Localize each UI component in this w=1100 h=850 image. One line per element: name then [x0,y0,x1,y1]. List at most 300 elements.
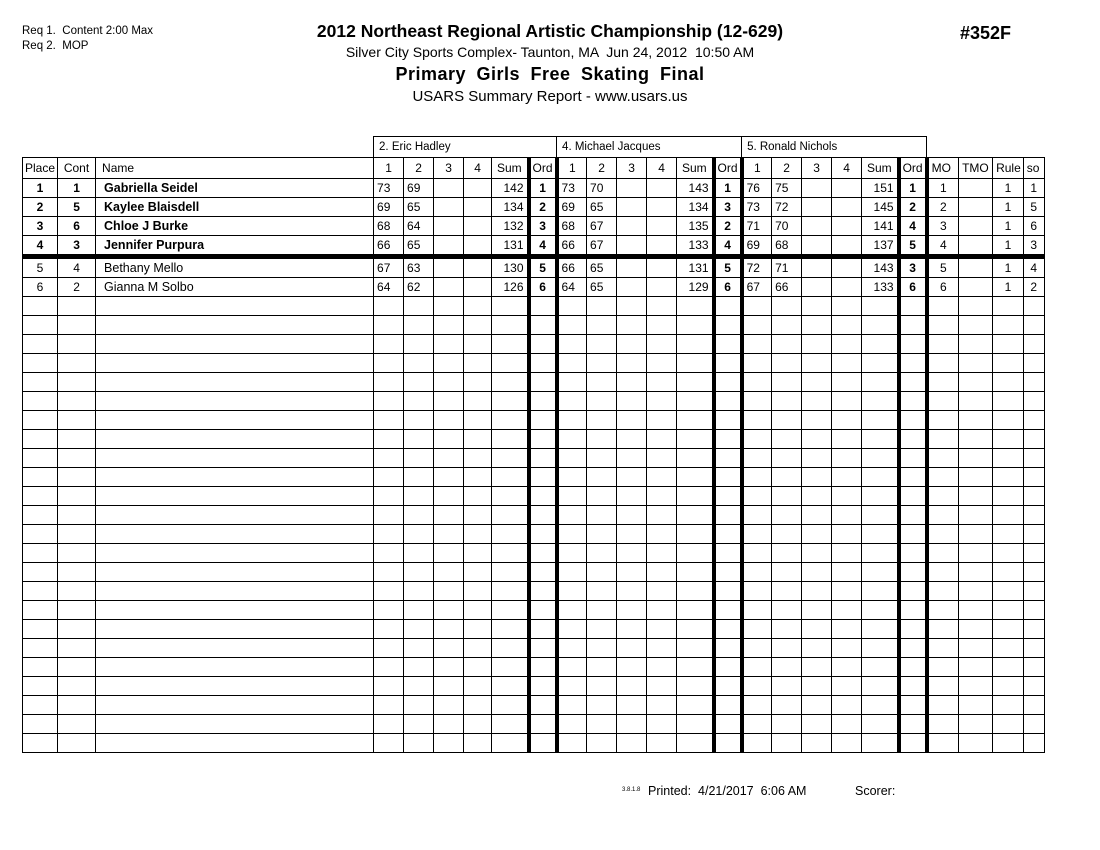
ord-cell: 2 [714,217,742,236]
sum-cell [862,449,899,468]
score-cell: 73 [557,179,587,198]
sum-cell [862,601,899,620]
score-cell [772,620,802,639]
empty-row [23,316,1045,335]
tmo-cell [959,316,993,335]
sum-cell: 133 [862,278,899,297]
tmo-cell [959,525,993,544]
ord-cell [529,544,557,563]
score-cell [587,696,617,715]
name-cell [96,639,374,658]
score-cell: 65 [404,236,434,257]
judge-row-left-spacer [23,137,374,158]
score-cell [404,373,434,392]
score-cell [434,217,464,236]
sum-cell [677,335,714,354]
score-cell [434,278,464,297]
tmo-cell [959,468,993,487]
score-cell [464,506,492,525]
score-cell [587,354,617,373]
name-cell [96,582,374,601]
score-cell [464,734,492,753]
so-cell [1023,487,1044,506]
score-cell: 76 [742,179,772,198]
score-cell [742,563,772,582]
ord-cell [714,335,742,354]
score-cell [742,544,772,563]
place-cell [23,373,58,392]
score-cell [587,734,617,753]
mo-cell [927,373,959,392]
score-cell [647,278,677,297]
score-cell [802,544,832,563]
rule-cell [993,696,1024,715]
name-cell [96,354,374,373]
sum-cell [862,525,899,544]
col-header-sum: Sum [862,158,899,179]
col-header-mark-4: 4 [464,158,492,179]
col-header-tmo: TMO [959,158,993,179]
sum-cell [677,563,714,582]
ord-cell [529,734,557,753]
so-cell [1023,677,1044,696]
place-cell [23,411,58,430]
place-cell [23,525,58,544]
name-cell [96,734,374,753]
ord-cell [899,715,927,734]
ord-cell [714,411,742,430]
score-cell [404,487,434,506]
so-cell [1023,411,1044,430]
score-cell [742,373,772,392]
cont-cell [58,734,96,753]
ord-cell [529,297,557,316]
sum-cell [677,544,714,563]
score-cell [374,696,404,715]
ord-cell [899,620,927,639]
score-cell [464,257,492,278]
place-cell: 3 [23,217,58,236]
ord-cell: 2 [529,198,557,217]
score-cell [742,525,772,544]
col-header-name: Name [96,158,374,179]
sum-cell [862,297,899,316]
empty-row [23,582,1045,601]
sum-cell [492,658,529,677]
rule-cell [993,411,1024,430]
ord-cell [714,601,742,620]
so-cell [1023,335,1044,354]
sum-cell [677,582,714,601]
score-cell [374,563,404,582]
sum-cell: 141 [862,217,899,236]
score-cell [587,449,617,468]
table-row [23,257,1045,278]
cont-cell [58,297,96,316]
cont-cell [58,468,96,487]
ord-cell [714,582,742,601]
rule-cell [993,354,1024,373]
mo-cell: 6 [927,278,959,297]
score-cell [772,449,802,468]
ord-cell [714,658,742,677]
cont-cell: 6 [58,217,96,236]
so-cell [1023,430,1044,449]
score-cell [772,297,802,316]
score-cell [374,715,404,734]
score-cell [617,696,647,715]
score-cell: 67 [587,217,617,236]
score-cell [772,734,802,753]
so-cell: 1 [1023,179,1044,198]
sum-cell [862,487,899,506]
score-cell [802,335,832,354]
score-cell [404,316,434,335]
name-cell [96,297,374,316]
score-cell [772,468,802,487]
score-cell [742,677,772,696]
score-cell [434,198,464,217]
cont-cell [58,354,96,373]
sum-cell [862,468,899,487]
score-cell [742,582,772,601]
score-cell [742,449,772,468]
score-cell [557,639,587,658]
ord-cell [714,620,742,639]
score-cell: 71 [772,257,802,278]
sum-cell: 134 [492,198,529,217]
score-cell [742,430,772,449]
score-cell [464,373,492,392]
score-cell [832,677,862,696]
score-cell [832,563,862,582]
score-cell [617,506,647,525]
score-cell [404,620,434,639]
name-cell [96,449,374,468]
score-cell [647,392,677,411]
ord-cell [529,411,557,430]
so-cell [1023,373,1044,392]
score-cell [772,316,802,335]
tmo-cell [959,198,993,217]
sum-cell [862,677,899,696]
score-cell [587,297,617,316]
score-cell [404,639,434,658]
tmo-cell [959,179,993,198]
championship-title: 2012 Northeast Regional Artistic Championship (12-629) [316,21,784,41]
name-cell [96,715,374,734]
score-cell [802,677,832,696]
sum-cell [492,601,529,620]
empty-row [23,544,1045,563]
cont-cell [58,487,96,506]
name-cell: Bethany Mello [96,257,374,278]
col-header-sum: Sum [677,158,714,179]
sum-cell [677,316,714,335]
score-cell [464,658,492,677]
place-cell [23,715,58,734]
sum-cell [492,297,529,316]
sum-cell [492,316,529,335]
sum-cell [677,677,714,696]
sum-cell: 129 [677,278,714,297]
score-cell [434,297,464,316]
name-cell [96,563,374,582]
score-cell [647,411,677,430]
sum-cell [677,715,714,734]
ord-cell [529,715,557,734]
score-cell [434,468,464,487]
name-cell [96,525,374,544]
sum-cell [862,506,899,525]
col-header-mark-3: 3 [617,158,647,179]
score-cell [802,316,832,335]
mo-cell [927,639,959,658]
empty-row [23,696,1045,715]
ord-cell [899,411,927,430]
score-cell: 66 [557,236,587,257]
score-cell [557,677,587,696]
score-cell: 66 [772,278,802,297]
ord-cell [529,373,557,392]
score-cell: 64 [557,278,587,297]
ord-cell [529,658,557,677]
ord-cell [899,335,927,354]
place-cell: 2 [23,198,58,217]
rule-cell: 1 [993,179,1024,198]
score-cell [647,582,677,601]
empty-row [23,373,1045,392]
rule-cell [993,544,1024,563]
score-cell [464,411,492,430]
sum-cell [862,696,899,715]
score-cell [772,715,802,734]
mo-cell [927,430,959,449]
col-header-mark-2: 2 [772,158,802,179]
empty-row [23,620,1045,639]
so-cell [1023,449,1044,468]
score-cell [557,734,587,753]
mo-cell: 1 [927,179,959,198]
score-cell [617,392,647,411]
col-header-mark-4: 4 [647,158,677,179]
score-cell [617,217,647,236]
score-cell: 72 [742,257,772,278]
sum-cell [677,487,714,506]
score-cell [832,658,862,677]
score-cell [587,430,617,449]
name-cell [96,430,374,449]
score-cell [647,198,677,217]
judge-name: 4. Michael Jacques [557,137,742,158]
tmo-cell [959,373,993,392]
place-cell [23,734,58,753]
mo-cell: 3 [927,217,959,236]
col-header-mark-2: 2 [587,158,617,179]
score-cell [647,217,677,236]
score-cell [832,449,862,468]
score-cell [617,468,647,487]
score-cell [464,316,492,335]
score-cell [464,639,492,658]
score-cell [434,354,464,373]
ord-cell [714,677,742,696]
mo-cell [927,316,959,335]
score-cell [647,696,677,715]
name-cell [96,468,374,487]
score-cell [434,257,464,278]
score-cell [587,525,617,544]
score-cell [832,179,862,198]
score-cell [434,658,464,677]
ord-cell [529,316,557,335]
mo-cell [927,582,959,601]
name-cell [96,506,374,525]
cont-cell: 5 [58,198,96,217]
sum-cell [492,354,529,373]
score-cell [617,677,647,696]
ord-cell: 6 [899,278,927,297]
score-cell [557,392,587,411]
judge-name: 5. Ronald Nichols [742,137,927,158]
ord-cell [529,354,557,373]
rule-cell [993,487,1024,506]
score-cell [557,601,587,620]
score-cell [802,639,832,658]
score-cell: 67 [374,257,404,278]
score-cell [617,179,647,198]
ord-cell [899,316,927,335]
score-cell [832,297,862,316]
score-cell [404,563,434,582]
rule-cell: 1 [993,257,1024,278]
so-cell [1023,734,1044,753]
tmo-cell [959,411,993,430]
score-cell [647,734,677,753]
sum-cell [677,392,714,411]
score-cell [647,487,677,506]
mo-cell [927,715,959,734]
sum-cell [862,354,899,373]
cont-cell [58,677,96,696]
empty-row [23,506,1045,525]
score-cell [647,620,677,639]
score-cell [617,563,647,582]
sum-cell [492,734,529,753]
rule-cell [993,392,1024,411]
score-cell [617,525,647,544]
ord-cell [529,506,557,525]
ord-cell [714,487,742,506]
sum-cell [492,506,529,525]
score-cell [404,525,434,544]
score-cell [647,236,677,257]
tmo-cell [959,696,993,715]
cont-cell [58,639,96,658]
sum-cell: 145 [862,198,899,217]
empty-row [23,487,1045,506]
score-cell [832,373,862,392]
score-cell [772,658,802,677]
score-cell [464,278,492,297]
sum-cell [862,582,899,601]
ord-cell [899,468,927,487]
ord-cell [529,696,557,715]
score-cell [647,373,677,392]
sum-cell: 133 [677,236,714,257]
score-cell [374,734,404,753]
sum-cell [862,430,899,449]
score-cell [647,563,677,582]
name-cell [96,658,374,677]
ord-cell [714,563,742,582]
tmo-cell [959,506,993,525]
score-cell [434,236,464,257]
empty-row [23,715,1045,734]
score-cell [772,487,802,506]
so-cell [1023,354,1044,373]
score-cell [802,430,832,449]
ord-cell: 5 [529,257,557,278]
table-row [23,198,1045,217]
mo-cell [927,677,959,696]
score-cell [802,715,832,734]
score-cell: 69 [557,198,587,217]
score-cell [404,734,434,753]
sum-cell [862,563,899,582]
ord-cell [529,430,557,449]
ord-cell: 2 [899,198,927,217]
sum-cell [677,601,714,620]
software-version: 3.8.1.8 [622,787,641,793]
score-cell [742,335,772,354]
score-cell [832,525,862,544]
score-cell: 66 [557,257,587,278]
score-cell [464,392,492,411]
score-cell [404,506,434,525]
score-cell [617,582,647,601]
sum-cell [677,696,714,715]
score-cell: 66 [374,236,404,257]
score-cell [832,696,862,715]
ord-cell: 1 [714,179,742,198]
sum-cell [492,392,529,411]
ord-cell: 4 [899,217,927,236]
ord-cell [899,487,927,506]
rule-cell [993,506,1024,525]
score-cell [557,658,587,677]
rule-cell [993,582,1024,601]
sum-cell [492,544,529,563]
score-cell [557,335,587,354]
score-cell [464,468,492,487]
scorer-label: Scorer: [855,784,896,798]
req-line-2: Req 2. MOP [22,40,89,52]
name-cell: Kaylee Blaisdell [96,198,374,217]
score-cell [374,449,404,468]
sum-cell: 131 [492,236,529,257]
score-cell: 69 [742,236,772,257]
score-cell: 67 [587,236,617,257]
mo-cell: 2 [927,198,959,217]
sum-cell [677,468,714,487]
ord-cell: 5 [714,257,742,278]
col-header-ord: Ord [714,158,742,179]
score-cell [587,715,617,734]
score-cell [374,487,404,506]
score-cell [464,544,492,563]
empty-row [23,677,1045,696]
